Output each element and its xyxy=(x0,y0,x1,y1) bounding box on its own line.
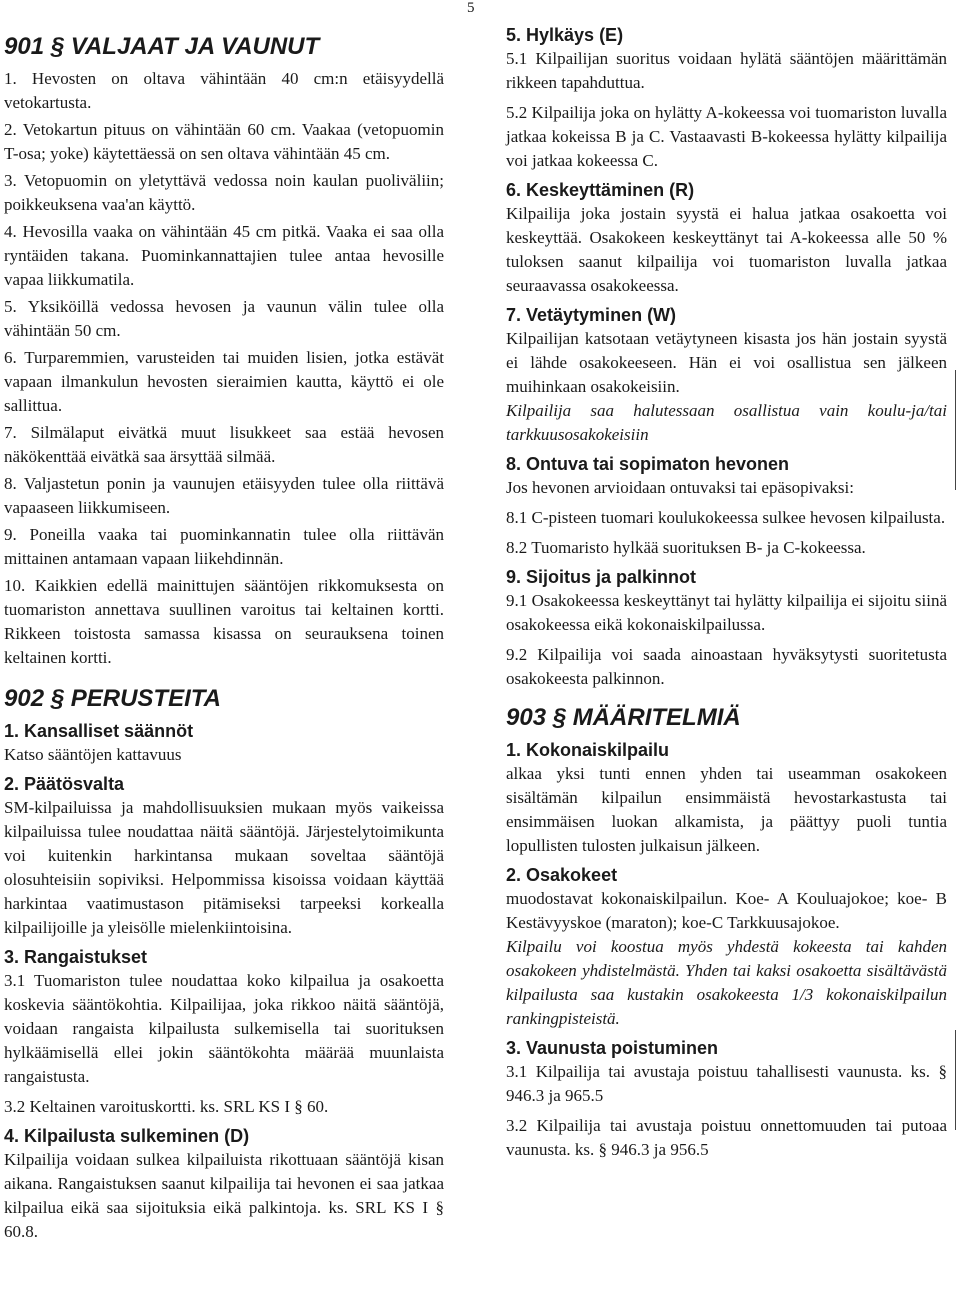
para-kansalliset: Katso sääntöjen kattavuus xyxy=(4,745,182,764)
rule-901-2: 2. Vetokartun pituus on vähintään 60 cm. Vaakaa (vetopuomin T-osa; yoke) käytettäessä on sen oltava vähintään 45 cm. xyxy=(4,120,444,163)
rule-901-8: 8. Valjastetun ponin ja vaunujen etäisyyden tulee olla riittävä vapaaseen liikkumiseen. xyxy=(4,474,444,517)
heading-keskeyttaminen: 6. Keskeyttäminen (R) xyxy=(506,180,695,200)
para-kokonaiskilpailu: alkaa yksi tunti ennen yhden tai useamman osakokeen sisältämän kilpailun ensimmäistä hevostarkastusta tai ensimmäisen luokan alkamista, ja päättyy puoli tuntia lopullisten tulosten julkaisun jälkeen. xyxy=(506,764,947,855)
section-903-title: 903 § MÄÄRITELMIÄ xyxy=(506,704,741,731)
para-ontuva-1: 8.1 C-pisteen tuomari koulukokeessa sulkee hevosen kilpailusta. xyxy=(506,508,946,527)
right-column xyxy=(506,24,947,1168)
para-sijoitus-2: 9.2 Kilpailija voi saada ainoastaan hyväksytysti suoritetusta osakokeesta palkinnon. xyxy=(506,645,947,688)
heading-ontuva: 8. Ontuva tai sopimaton hevonen xyxy=(506,454,790,474)
para-sijoitus-1: 9.1 Osakokeessa keskeyttänyt tai hylätty kilpailija ei sijoitu siinä osakokeessa eikä kokonaiskilpailussa. xyxy=(506,591,947,634)
para-ontuva: Jos hevonen arvioidaan ontuvaksi tai epäsopivaksi: xyxy=(506,478,854,497)
heading-kokonaiskilpailu: 1. Kokonaiskilpailu xyxy=(506,740,670,760)
para-rangaistukset-1: 3.1 Tuomariston tulee noudattaa koko kilpailua ja osakoetta koskevia sääntökohtia. Kilpailijaa, joka rikkoo näitä sääntöjä, voidaan rangaista kilpailusta sulkemisella tai suorituksen hylkäämisellä ellei jokin sääntökohta määrää muunlaista rangaistusta. xyxy=(4,971,444,1086)
para-rangaistukset-2: 3.2 Keltainen varoituskortti. ks. SRL KS I § 60. xyxy=(4,1097,329,1116)
change-bar-2 xyxy=(955,1030,956,1130)
left-column xyxy=(4,24,444,1250)
para-sulkeminen: Kilpailija voidaan sulkea kilpailuista rikottuaan sääntöjä kisan aikana. Rangaistuksen saanut kilpailija tai hevonen ei saa jatkaa kilpailua eikä saa sijoituksia eikä palkintoja. ks. SRL KS I § 60.8. xyxy=(4,1150,444,1241)
heading-kansalliset: 1. Kansalliset säännöt xyxy=(4,721,194,741)
heading-sijoitus: 9. Sijoitus ja palkinnot xyxy=(506,567,697,587)
rule-901-7: 7. Silmälaput eivätkä muut lisukkeet saa estää hevosen näkökenttää eivätkä saa ärsyttää silmää. xyxy=(4,423,444,466)
rule-901-10: 10. Kaikkien edellä mainittujen sääntöjen rikkomuksesta on tuomariston annettava suullinen varoitus tai keltainen kortti. Rikkeen toistosta samassa kisassa on seurauksena toinen keltainen kortti. xyxy=(4,576,444,667)
rule-901-9: 9. Poneilla vaaka tai puominkannatin tulee olla riittävän mittainen antamaan vapaan liikehdinnän. xyxy=(4,525,444,568)
heading-rangaistukset: 3. Rangaistukset xyxy=(4,947,148,967)
para-vetaytyminen: Kilpailijan katsotaan vetäytyneen kisasta jos hän jostain syystä ei lähde osakokeeseen. Hän ei voi osallistua sen jälkeen muihinkaan osakokeisiin. xyxy=(506,329,947,396)
rule-901-5: 5. Yksiköillä vedossa hevosen ja vaunun välin tulee olla vähintään 50 cm. xyxy=(4,297,444,340)
para-vaunusta-1: 3.1 Kilpailija tai avustaja poistuu tahallisesti vaunusta. ks. § 946.3 ja 965.5 xyxy=(506,1062,947,1105)
rule-901-4: 4. Hevosilla vaaka on vähintään 45 cm pitkä. Vaaka ei saa olla ryntäiden takana. Puominkannattajien tulee antaa hevosille vapaa liikkumatila. xyxy=(4,222,444,289)
heading-paatosvalta: 2. Päätösvalta xyxy=(4,774,125,794)
heading-vetaytyminen: 7. Vetäytyminen (W) xyxy=(506,305,677,325)
rule-901-1: 1. Hevosten on oltava vähintään 40 cm:n etäisyydellä vetokartusta. xyxy=(4,69,444,112)
para-osakokeet: muodostavat kokonaiskilpailun. Koe- A Kouluajokoe; koe- B Kestävyyskoe (maraton); koe-C Tarkkuusajokoe. xyxy=(506,889,947,932)
page-number: 5 xyxy=(467,0,475,16)
heading-vaunusta-poistuminen: 3. Vaunusta poistuminen xyxy=(506,1038,719,1058)
para-ontuva-2: 8.2 Tuomaristo hylkää suorituksen B- ja C-kokeessa. xyxy=(506,538,866,557)
para-hylkays-2: 5.2 Kilpailija joka on hylätty A-kokeessa voi tuomariston luvalla jatkaa kokeissa B ja C. Vastaavasti B-kokeessa hylätty kilpailija voi jatkaa kokeessa C. xyxy=(506,103,947,170)
heading-osakokeet: 2. Osakokeet xyxy=(506,865,618,885)
para-hylkays-1: 5.1 Kilpailijan suoritus voidaan hylätä sääntöjen määrittämän rikkeen tapahduttua. xyxy=(506,49,947,92)
heading-hylkays: 5. Hylkäys (E) xyxy=(506,25,624,45)
rule-901-3: 3. Vetopuomin on yletyttävä vedossa noin kaulan puoliväliin; poikkeuksena vaa'an käyttö. xyxy=(4,171,444,214)
para-keskeyttaminen: Kilpailija joka jostain syystä ei halua jatkaa osakoetta voi keskeyttää. Osakokeen keskeyttänyt tai A-kokeessa alle 50 % tuloksen saanut kilpailija voi tuomariston luvalla jatkaa seuraavassa osakokeessa. xyxy=(506,204,947,295)
para-paatosvalta: SM-kilpailuissa ja mahdollisuuksien mukaan myös vaikeissa kilpailuissa tulee noudattaa näitä sääntöjä. Järjestelytoimikunta voi kuitenkin harkintansa mukaan soveltaa sääntöjä olosuhteisiin sopiviksi. Helpommissa kisoissa voidaan käyttää harkintaa vaatimustason pitämiseksi tarpeeksi korkealla kilpailijoille ja yleisölle mielenkiintoisina. xyxy=(4,798,444,937)
section-902-title: 902 § PERUSTEITA xyxy=(4,685,221,712)
section-901-title: 901 § VALJAAT JA VAUNUT xyxy=(4,33,320,60)
para-vaunusta-2: 3.2 Kilpailija tai avustaja poistuu onnettomuuden tai putoaa vaunusta. ks. § 946.3 ja 956.5 xyxy=(506,1116,947,1159)
rule-901-6: 6. Turparemmien, varusteiden tai muiden lisien, jotka estävät vapaan ilmankulun hevosten sieraimien kautta, käyttö ei ole sallittua. xyxy=(4,348,444,415)
change-bar-1 xyxy=(955,370,956,490)
para-vetaytyminen-italic: Kilpailija saa halutessaan osallistua vain koulu-ja/tai tarkkuusosakokeisiin xyxy=(506,401,947,444)
heading-sulkeminen: 4. Kilpailusta sulkeminen (D) xyxy=(4,1126,250,1146)
para-osakokeet-italic: Kilpailu voi koostua myös yhdestä kokeesta tai kahden osakokeen yhdistelmästä. Yhden tai kaksi osakoetta sisältävästä kilpailusta saa kustakin osakokeesta 1/3 kokonaiskilpailun rankingpisteistä. xyxy=(506,937,947,1028)
